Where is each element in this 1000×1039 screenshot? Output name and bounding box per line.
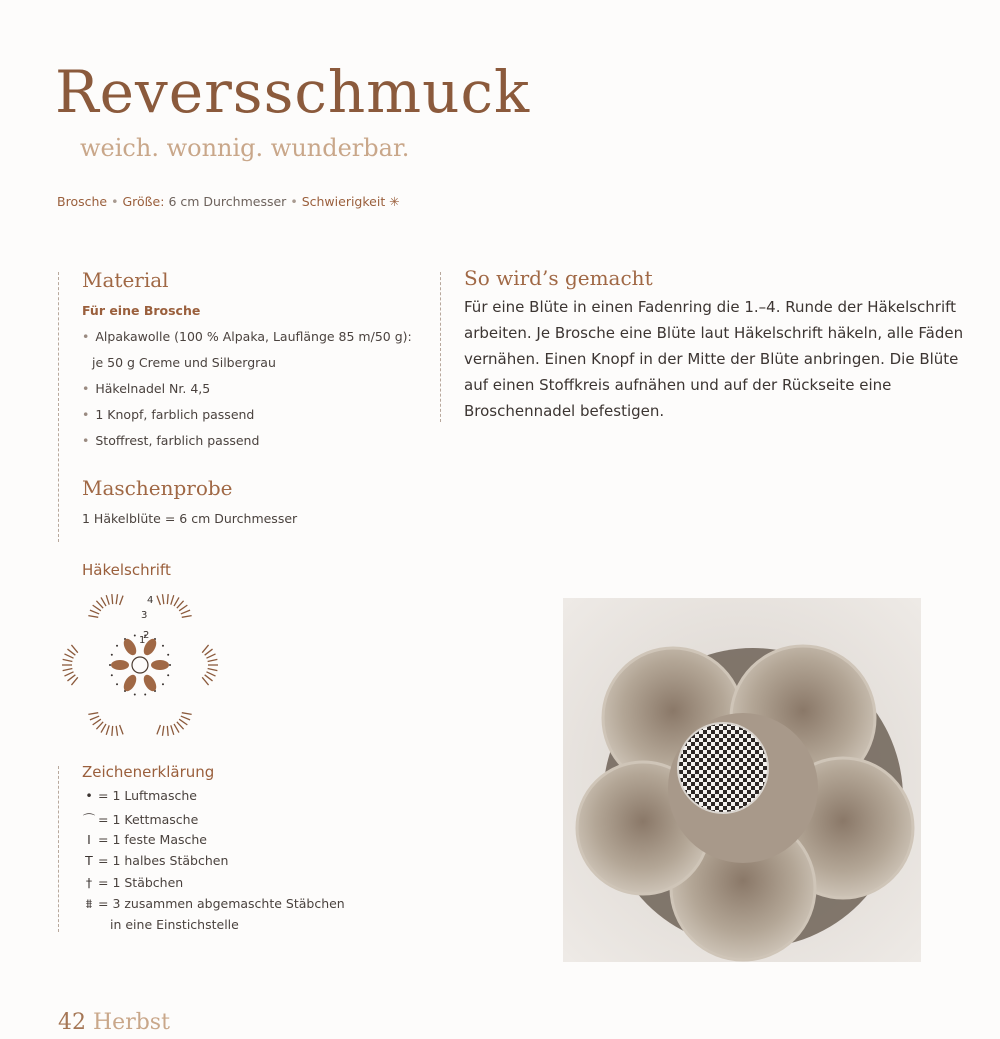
double-crochet-icon: † xyxy=(85,875,93,890)
stitch-stroke xyxy=(88,713,98,715)
round-label: 1 xyxy=(139,635,146,646)
stitch-stroke xyxy=(171,595,174,605)
difficulty-star-icon: ✳ xyxy=(389,194,400,209)
stitch-stroke xyxy=(90,610,99,614)
slip-stitch-icon: ⌒ xyxy=(82,812,96,827)
cluster-stitch-icon: ⩩ xyxy=(85,896,93,911)
legend-row: † = 1 Stäbchen xyxy=(82,875,183,890)
stitch-stroke xyxy=(208,659,218,661)
legend-row-cont: in eine Einstichstelle xyxy=(110,917,239,932)
stitch-stroke xyxy=(116,726,117,736)
round-label: 4 xyxy=(147,595,154,606)
stitch-stroke xyxy=(162,594,163,604)
stitch-stroke xyxy=(96,722,103,729)
legend-rule xyxy=(58,766,59,932)
page-subtitle: weich. wonnig. wunderbar. xyxy=(80,134,410,162)
stitch-stroke xyxy=(177,722,184,729)
chain-dot xyxy=(116,645,118,647)
chart-heading: Häkelschrift xyxy=(82,561,171,579)
material-item: • Alpakawolle (100 % Alpaka, Lauflänge 85 m/50 g): xyxy=(82,329,412,344)
legend-row: I = 1 feste Masche xyxy=(82,832,207,847)
chain-dot xyxy=(134,634,136,636)
stitch-stroke xyxy=(67,675,75,681)
material-item: • Stoffrest, farblich passend xyxy=(82,433,260,448)
stitch-stroke xyxy=(202,677,208,685)
chain-dot xyxy=(109,664,111,666)
page-footer xyxy=(58,1010,170,1035)
stitch-stroke xyxy=(162,726,163,736)
stitch-stroke xyxy=(206,672,215,676)
meta-difficulty-label: Schwierigkeit xyxy=(301,194,386,209)
stitch-stroke xyxy=(167,726,168,736)
stitch-stroke xyxy=(71,645,77,653)
stitch-stroke xyxy=(179,605,187,611)
chain-dot xyxy=(169,664,171,666)
meta-type: Brosche xyxy=(57,194,108,209)
page-title: Reversschmuck xyxy=(55,58,531,126)
legend-row: ⩩ = 3 zusammen abgemaschte Stäbchen xyxy=(82,896,345,912)
material-subheading: Für eine Brosche xyxy=(82,303,201,318)
howto-heading: So wird’s gemacht xyxy=(464,266,653,290)
brooch-photo xyxy=(563,598,921,962)
stitch-stroke xyxy=(171,725,174,735)
stitch-stroke xyxy=(179,719,187,725)
material-heading: Material xyxy=(82,268,169,292)
stitch-stroke xyxy=(205,675,213,681)
stitch-stroke xyxy=(90,716,99,720)
stitch-stroke xyxy=(63,668,73,670)
material-item: • Häkelnadel Nr. 4,5 xyxy=(82,381,211,396)
stitch-stroke xyxy=(206,654,215,658)
stitch-stroke xyxy=(106,725,109,735)
stitch-stroke xyxy=(120,725,123,734)
left-rule xyxy=(58,272,59,542)
half-double-crochet-icon: T xyxy=(85,853,93,868)
legend-row: T = 1 halbes Stäbchen xyxy=(82,853,228,868)
stitch-stroke xyxy=(181,716,190,720)
meta-size-value: 6 cm Durchmesser xyxy=(168,194,287,209)
chain-dot xyxy=(134,694,136,696)
chain-stitch-icon: • xyxy=(85,788,93,803)
stitch-stroke xyxy=(64,672,73,676)
stitch-stroke xyxy=(106,595,109,605)
stitch-stroke xyxy=(101,597,106,606)
stitch-stroke xyxy=(101,724,106,733)
stitch-stroke xyxy=(167,594,168,604)
meta-size-label: Größe: xyxy=(122,194,165,209)
chain-dot xyxy=(162,645,164,647)
stitch-stroke xyxy=(181,610,190,614)
chain-dot xyxy=(167,654,169,656)
stitch-stroke xyxy=(116,594,117,604)
middle-rule xyxy=(440,272,441,422)
round-label: 3 xyxy=(141,610,148,621)
stitch-stroke xyxy=(208,668,218,670)
material-item-cont: je 50 g Creme und Silbergrau xyxy=(92,355,276,370)
stitch-stroke xyxy=(174,724,179,733)
stitch-stroke xyxy=(63,659,73,661)
stitch-stroke xyxy=(88,616,98,618)
chain-dot xyxy=(116,683,118,685)
stitch-stroke xyxy=(71,677,77,685)
stitch-stroke xyxy=(177,601,184,608)
legend-row: • = 1 Luftmasche xyxy=(82,788,197,803)
stitch-stroke xyxy=(112,594,113,604)
gauge-heading: Maschenprobe xyxy=(82,476,233,500)
section-name: Herbst xyxy=(93,1010,170,1035)
stitch-stroke xyxy=(157,596,160,605)
stitch-stroke xyxy=(174,597,179,606)
chain-dot xyxy=(144,694,146,696)
chain-dot xyxy=(111,654,113,656)
legend-row: ⌒ = 1 Kettmasche xyxy=(82,812,199,827)
stitch-stroke xyxy=(112,726,113,736)
material-item: • 1 Knopf, farblich passend xyxy=(82,407,255,422)
meta-line: Brosche • Größe: 6 cm Durchmesser • Schwierigkeit ✳ xyxy=(57,194,400,209)
stitch-stroke xyxy=(120,596,123,605)
stitch-stroke xyxy=(182,713,192,715)
chain-dot xyxy=(111,674,113,676)
howto-text: Für eine Blüte in einen Fadenring die 1.–4. Runde der Häkelschrift arbeiten. Je Brosche eine Blüte laut Häkelschrift häkeln, alle Fäden vernähen. Einen Knopf in der Mitte der Blüte anbringen. Die Blüte auf einen Stoffkreis aufnähen und auf der Rückseite eine Broschennadel befestigen. xyxy=(464,298,964,420)
crochet-chart xyxy=(55,585,225,745)
gauge-text: 1 Häkelblüte = 6 cm Durchmesser xyxy=(82,511,298,526)
chain-dot xyxy=(167,674,169,676)
stitch-stroke xyxy=(64,654,73,658)
page-number: 42 xyxy=(58,1010,86,1035)
stitch-stroke xyxy=(205,649,213,655)
stitch-stroke xyxy=(93,605,101,611)
single-crochet-icon: I xyxy=(87,832,91,847)
stitch-stroke xyxy=(67,649,75,655)
stitch-stroke xyxy=(93,719,101,725)
stitch-stroke xyxy=(202,645,208,653)
stitch-stroke xyxy=(182,616,192,618)
chain-dot xyxy=(162,683,164,685)
stitch-stroke xyxy=(157,725,160,734)
round-label: 2 xyxy=(143,630,150,641)
stitch-stroke xyxy=(96,601,103,608)
legend-heading: Zeichenerklärung xyxy=(82,763,215,781)
